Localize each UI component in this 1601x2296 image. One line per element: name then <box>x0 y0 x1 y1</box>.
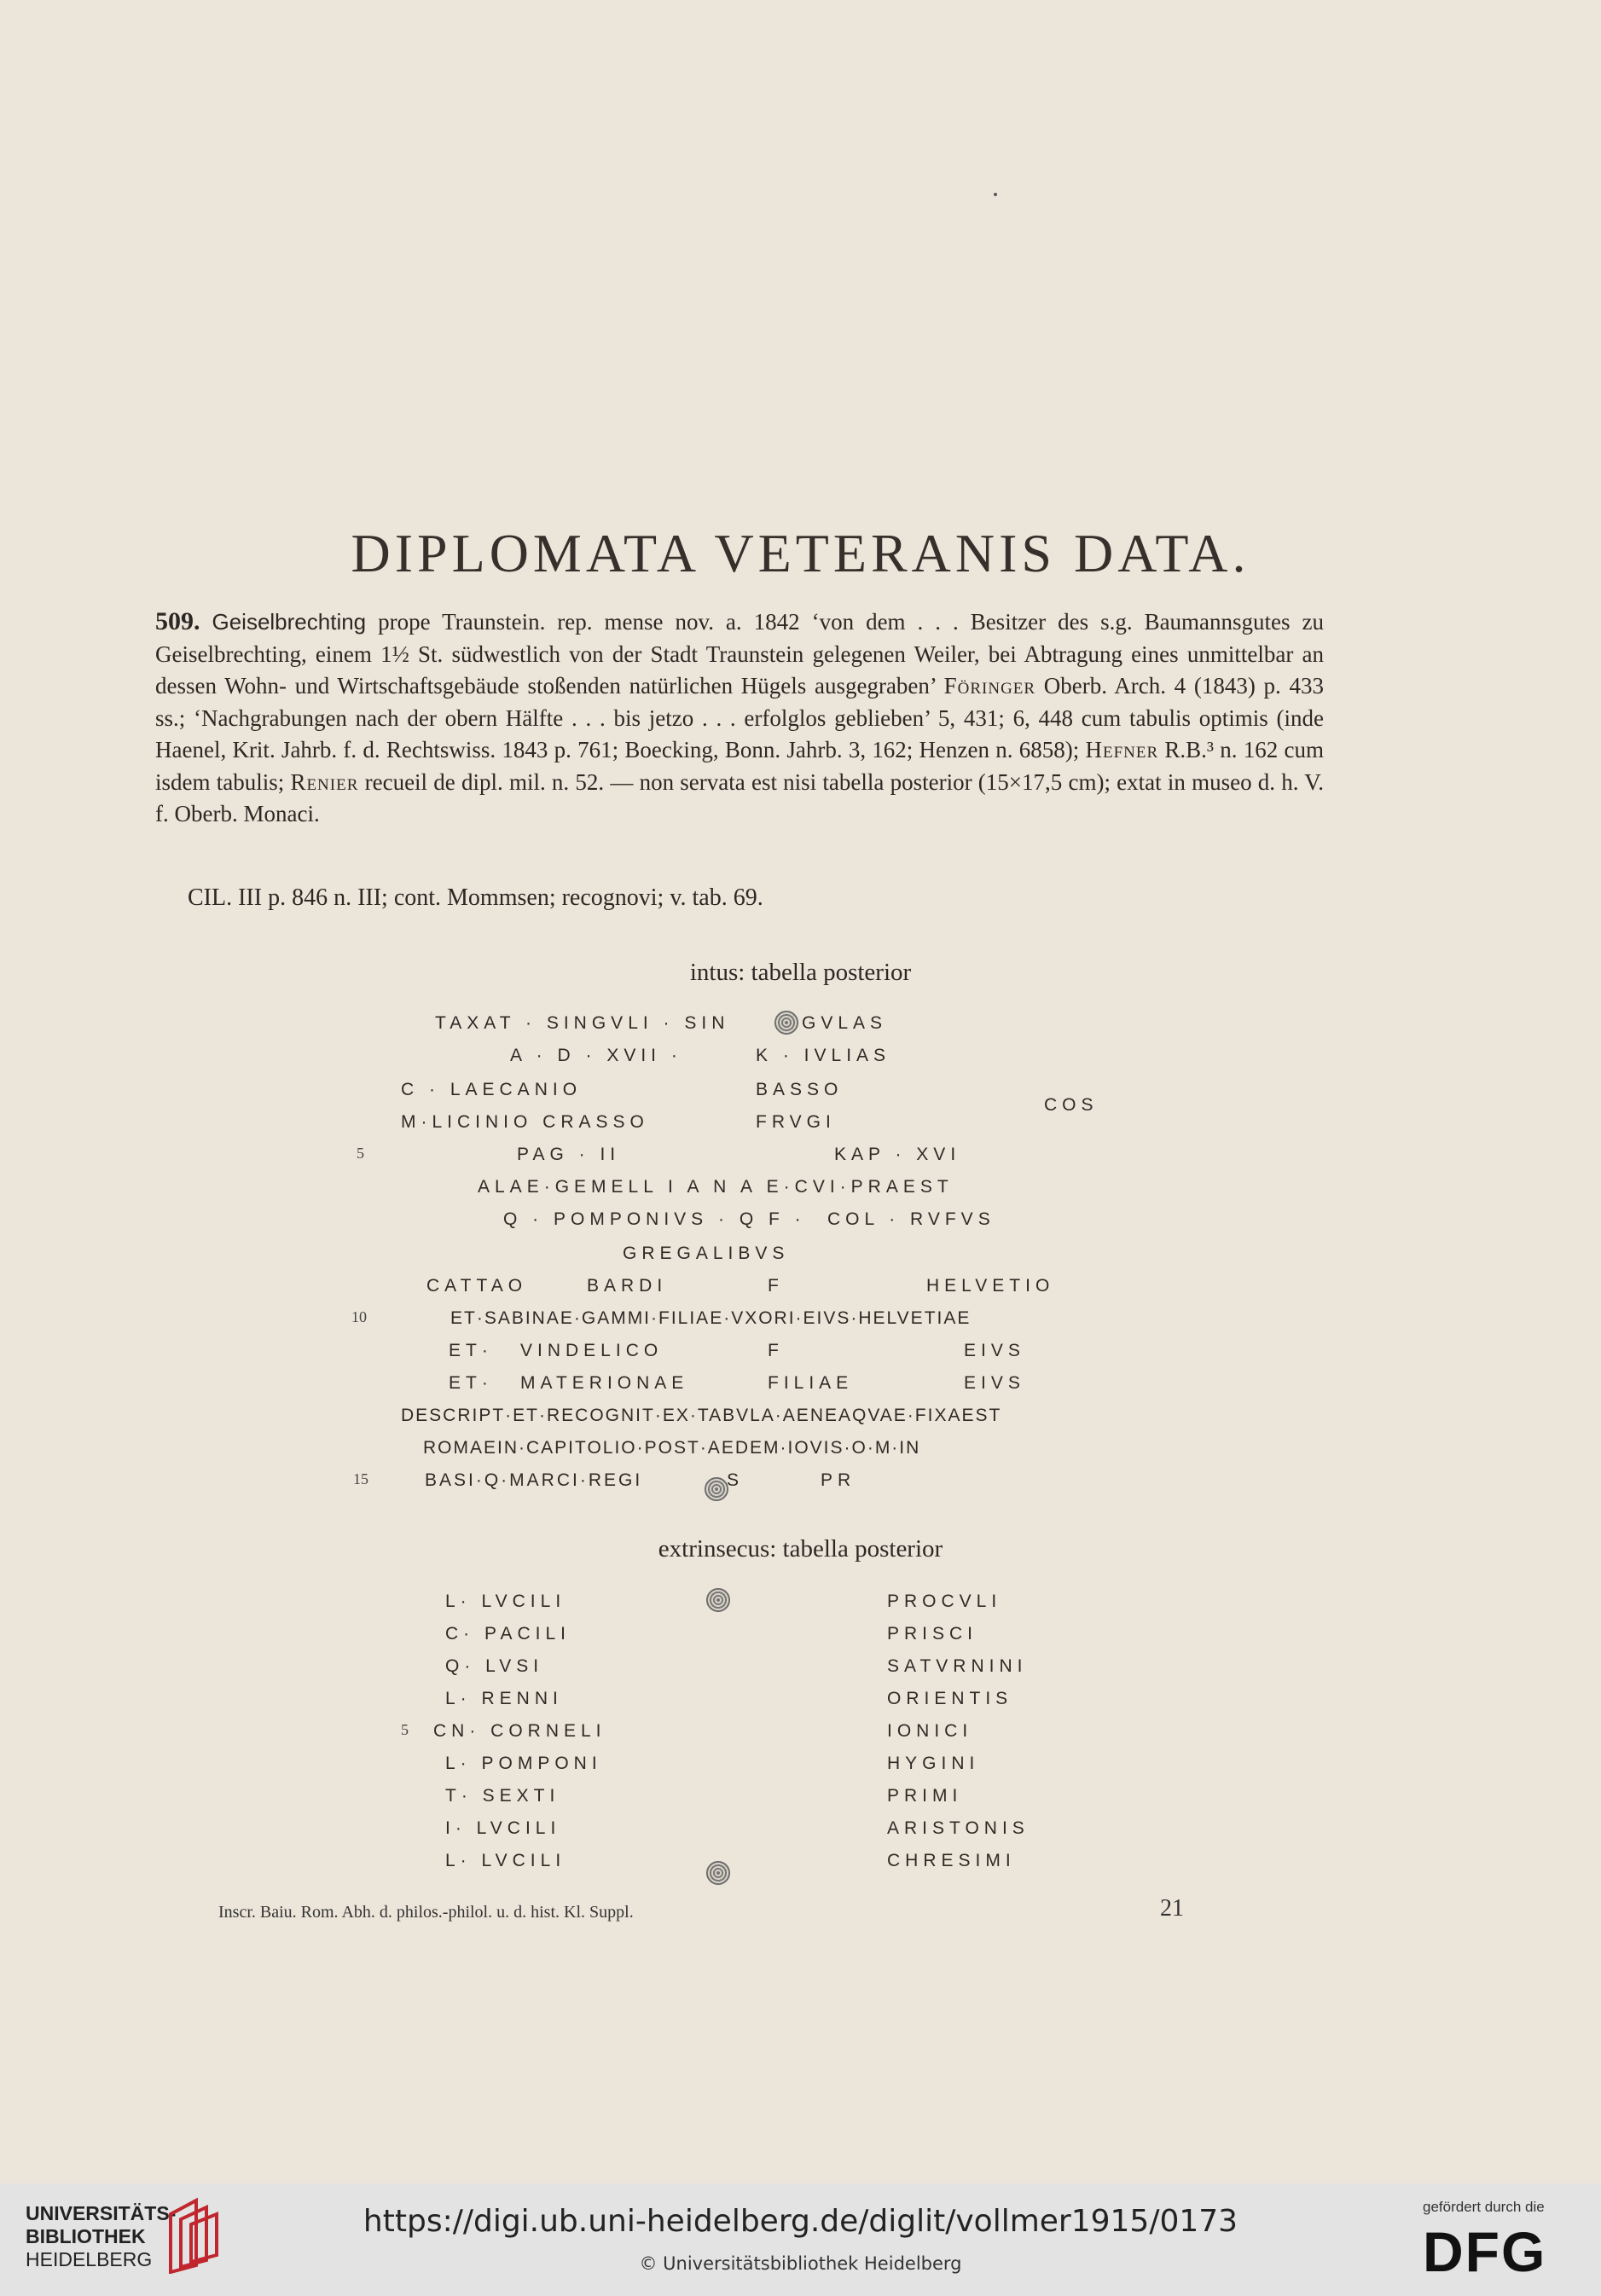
witness-name: L· LVCILI <box>445 1851 566 1870</box>
intus-line-2b: K · IVLIAS <box>756 1046 891 1065</box>
extrinsecus-heading: extrinsecus: tabella posterior <box>658 1535 943 1563</box>
intus-line-5b: KAP · XVI <box>834 1145 961 1164</box>
intus-line-15c: PR <box>821 1470 856 1490</box>
entry-text-3: R.B.³ n. 162 cum isdem tabulis; <box>155 737 1324 795</box>
binding-hole <box>705 1477 728 1501</box>
intus-line-1b: GVLAS <box>802 1013 888 1033</box>
witness-name: C· PACILI <box>445 1624 571 1644</box>
intus-line-6: ALAE·GEMELL I A N A E·CVI·PRAEST <box>478 1177 954 1197</box>
intus-line-11c: F <box>768 1341 784 1360</box>
intus-line-12b: MATERIONAE <box>520 1373 689 1393</box>
author-hefner: Hefner <box>1085 737 1159 762</box>
witness-cognomen: ARISTONIS <box>887 1818 1030 1838</box>
entry-text-2: Oberb. Arch. 4 (1843) p. 433 ss.; ‘Nachgrabungen nach der obern Hälfte . . . bis jetzo . . . erfolglos geblieben’ 5, 431; 6, 448 cum tabulis optimis (inde Haenel, Krit. Jahrb. f. d. Rechtswiss. 1843 p. 761; Boecking, Bonn. Jahrb. 3, 162; Henzen n. 6858); <box>155 673 1324 762</box>
intus-line-11b: VINDELICO <box>520 1341 664 1360</box>
witness-name: Q· LVSI <box>445 1656 544 1676</box>
funded-by: gefördert durch die <box>1423 2199 1545 2215</box>
page-number: 21 <box>1160 1895 1184 1922</box>
intus-line-9c: F <box>768 1276 784 1296</box>
author-renier: Renier <box>290 768 359 795</box>
intus-line-14: ROMAEIN·CAPITOLIO·POST·AEDEM·IOVIS·O·M·IN <box>423 1438 921 1458</box>
author-foeringer: Föringer <box>943 673 1036 699</box>
intus-line-11d: EIVS <box>964 1341 1025 1360</box>
intus-line-7a: Q · POMPONIVS · Q F · <box>503 1209 806 1229</box>
intus-line-13: DESCRIPT·ET·RECOGNIT·EX·TABVLA·AENEAQVAE·FIXAEST <box>401 1406 1002 1425</box>
witness-cognomen: IONICI <box>887 1721 973 1741</box>
line-number: 5 <box>401 1721 409 1738</box>
line-number: 5 <box>357 1145 364 1162</box>
witness-name: T· SEXTI <box>445 1786 560 1806</box>
page-title: DIPLOMATA VETERANIS DATA. <box>351 523 1250 583</box>
intus-line-12a: ET· <box>449 1373 493 1393</box>
intus-line-5a: PAG · II <box>517 1145 621 1164</box>
intus-line-2a: A · D · XVII · <box>510 1046 682 1065</box>
intus-heading: intus: tabella posterior <box>689 959 912 986</box>
binding-hole <box>706 1588 730 1612</box>
page-footer: Inscr. Baiu. Rom. Abh. d. philos.-philol. u. d. hist. Kl. Suppl. <box>218 1903 634 1922</box>
witness-name: CN· CORNELI <box>433 1721 606 1741</box>
intus-line-10: ET·SABINAE·GAMMI·FILIAE·VXORI·EIVS·HELVETIAE <box>450 1308 972 1328</box>
intus-line-4a: M·LICINIO CRASSO <box>401 1112 649 1132</box>
cil-reference: CIL. III p. 846 n. III; cont. Mommsen; recognovi; v. tab. 69. <box>188 884 763 911</box>
line-number: 10 <box>351 1308 367 1325</box>
binding-hole <box>774 1011 798 1035</box>
intus-line-9b: BARDI <box>587 1276 668 1296</box>
library-banner <box>0 2183 1601 2296</box>
intus-line-9a: CATTAO <box>426 1276 528 1296</box>
witness-cognomen: ORIENTIS <box>887 1689 1013 1708</box>
entry-text-4: recueil de dipl. mil. n. 52. — non servata est nisi tabella posterior (15×17,5 cm); extat in museo d. h. V. f. Oberb. Monaci. <box>155 768 1324 826</box>
intus-line-12d: EIVS <box>964 1373 1025 1393</box>
witness-name: L· POMPONI <box>445 1754 602 1773</box>
witness-cognomen: PRISCI <box>887 1624 978 1644</box>
copyright: © Universitätsbibliothek Heidelberg <box>639 2253 962 2274</box>
library-name-line: HEIDELBERG <box>26 2248 153 2270</box>
intus-line-12c: FILIAE <box>768 1373 854 1393</box>
library-name-line: UNIVERSITÄTS- <box>26 2202 177 2224</box>
witness-name: I· LVCILI <box>445 1818 561 1838</box>
intus-line-7b: COL · RVFVS <box>827 1209 995 1229</box>
binding-hole <box>706 1861 730 1885</box>
witness-cognomen: PRIMI <box>887 1786 963 1806</box>
entry-paragraph <box>155 606 1324 831</box>
entry-place: Geiselbrechting <box>212 609 367 635</box>
intus-line-11a: ET· <box>449 1341 493 1360</box>
dfg-logo: DFG <box>1423 2220 1547 2283</box>
witness-cognomen: SATVRNINI <box>887 1656 1028 1676</box>
intus-line-15a: BASI·Q·MARCI·REGI <box>425 1470 643 1490</box>
permalink[interactable]: https://digi.ub.uni-heidelberg.de/diglit/vollmer1915/0173 <box>363 2204 1238 2239</box>
intus-line-4b: FRVGI <box>756 1112 836 1132</box>
witness-name: L· LVCILI <box>445 1592 566 1611</box>
speck <box>994 193 997 196</box>
witness-name: L· RENNI <box>445 1689 563 1708</box>
entry-text-1: prope Traunstein. rep. mense nov. a. 1842 ‘von dem . . . Besitzer des s.g. Baumannsgutes zu Geiselbrechting, einem 1½ St. südwestlich von der Stadt Traunstein gelegenen Weiler, bei Abtragung eines unmittelbar an dessen Wohn- und Wirtschaftsgebäude stoßenden natürlichen Hügels ausgegraben’ <box>155 609 1324 699</box>
intus-line-9d: HELVETIO <box>926 1276 1055 1296</box>
library-name-line: BIBLIOTHEK <box>26 2225 146 2247</box>
intus-line-15b: S <box>727 1470 745 1490</box>
intus-line-3b: BASSO <box>756 1080 844 1099</box>
witness-cognomen: HYGINI <box>887 1754 980 1773</box>
intus-line-1a: TAXAT · SINGVLI · SIN <box>435 1013 730 1033</box>
witness-cognomen: PROCVLI <box>887 1592 1002 1611</box>
intus-line-3a: C · LAECANIO <box>401 1080 583 1099</box>
intus-line-8: GREGALIBVS <box>623 1244 790 1263</box>
entry-number: 509. <box>155 607 200 635</box>
intus-cos: COS <box>1044 1095 1099 1115</box>
line-number: 15 <box>353 1470 368 1487</box>
witness-cognomen: CHRESIMI <box>887 1851 1016 1870</box>
